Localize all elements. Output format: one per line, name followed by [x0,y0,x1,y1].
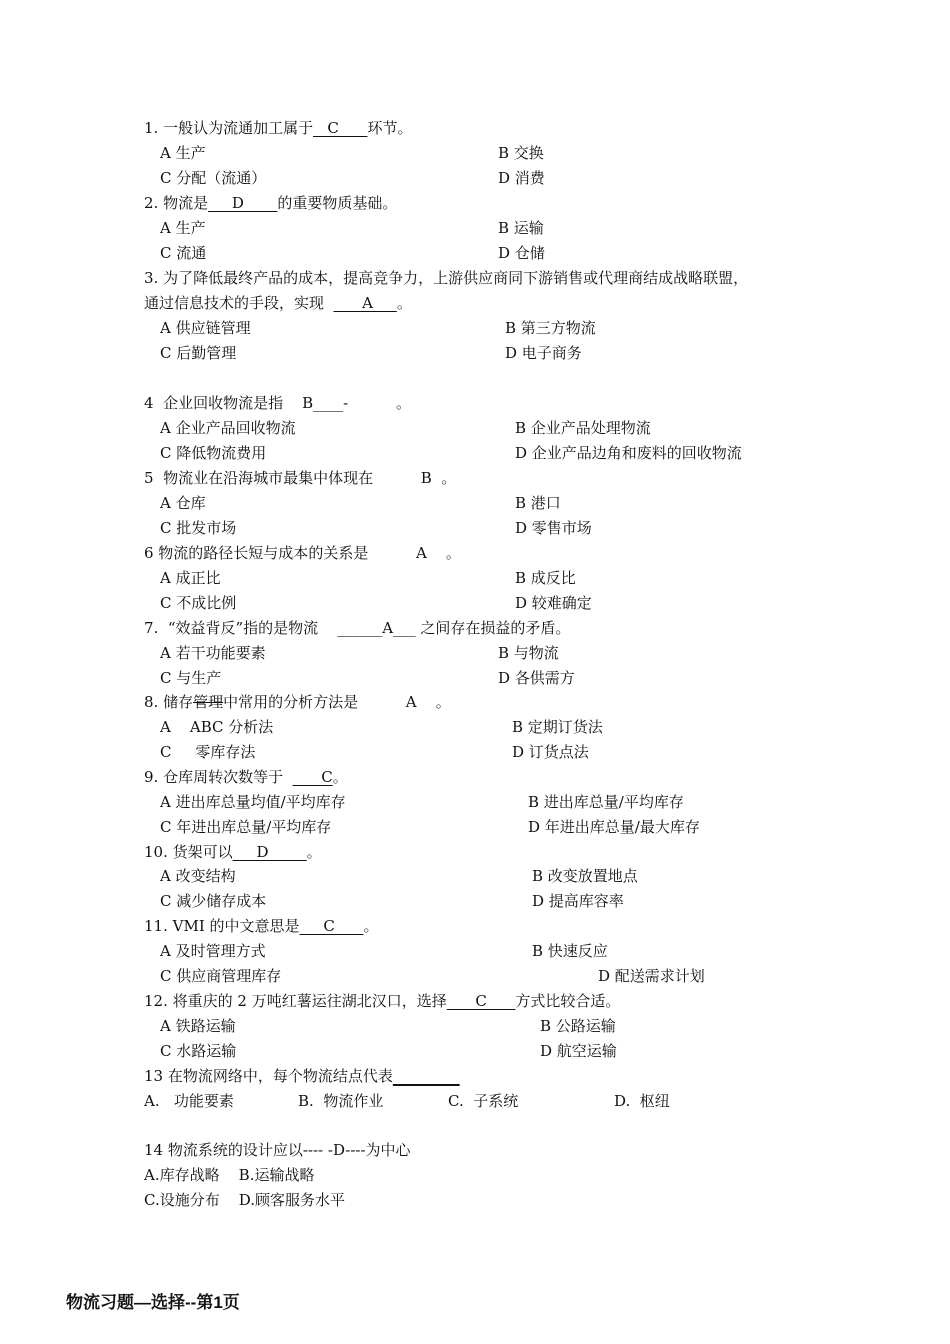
option-b: B 港口 [515,494,561,512]
option-c: C 不成比例 [160,594,237,612]
question-11: 11. VMI 的中文意思是 C 。 [144,917,379,935]
option-a: A. 功能要素 [144,1092,234,1110]
option-a: A 生产 [160,219,206,237]
option-b: B 改变放置地点 [532,867,638,885]
option-d: D 提高库容率 [532,892,624,910]
question-4: 4 企业回收物流是指 B____- 。 [144,394,411,412]
option-d: D 各供需方 [498,669,575,687]
option-a: A 企业产品回收物流 [160,419,296,437]
option-c: C 年进出库总量/平均库存 [160,818,332,836]
option-b: B 第三方物流 [505,319,596,337]
option-d: D 订货点法 [512,743,589,761]
question-13: 13 在物流网络中，每个物流结点代表 [144,1066,460,1086]
option-a: A 及时管理方式 [160,942,266,960]
option-c: C 降低物流费用 [160,444,267,462]
option-a: A 生产 [160,144,206,162]
question-3: 通过信息技术的手段，实现 A 。 [144,294,412,312]
question-1: 1. 一般认为流通加工属于 C 环节。 [144,119,413,137]
option-b: B 成反比 [515,569,576,587]
option-d: D 零售市场 [515,519,592,537]
option-b: B. 物流作业 [298,1092,384,1110]
question-5: 5 物流业在沿海城市最集中体现在 B 。 [144,469,457,487]
options-cd: C.设施分布 D.顾客服务水平 [144,1191,346,1209]
question-2: 2. 物流是 D 的重要物质基础。 [144,194,398,212]
option-c: C 流通 [160,244,207,262]
option-b: B 公路运输 [540,1017,616,1035]
option-b: B 企业产品处理物流 [515,419,651,437]
question-8: 8. 储存管理中常用的分析方法是 A 。 [144,693,451,711]
question-12: 12. 将重庆的 2 万吨红薯运往湖北汉口，选择 C 方式比较合适。 [144,992,621,1010]
option-d: D 消费 [498,169,545,187]
option-d: D 较难确定 [515,594,592,612]
answer-blank: C [446,992,516,1010]
option-d: D 配送需求计划 [598,967,705,985]
question-3-line-1: 3. 为了降低最终产品的成本，提高竞争力，上游供应商同下游销售或代理商结成战略联盟， [144,269,749,287]
option-b: B 运输 [498,219,544,237]
option-a: A 进出库总量均值/平均库存 [160,793,346,811]
answer-blank: A [416,544,427,562]
option-b: B 与物流 [498,644,559,662]
option-c: C 后勤管理 [160,344,237,362]
option-d: D 年进出库总量/最大库存 [528,818,700,836]
options-ab: A.库存战略 B.运输战略 [144,1166,315,1184]
option-c: C. 子系统 [448,1092,519,1110]
option-a: A 若干功能要素 [160,644,266,662]
answer-blank: C [292,768,333,786]
answer-blank: ______A___ [337,619,416,637]
option-b: B 快速反应 [532,942,608,960]
answer-blank: C [313,119,368,137]
option-a: A 铁路运输 [160,1017,236,1035]
question-6: 6 物流的路径长短与成本的关系是 A 。 [144,544,461,562]
option-d: D 电子商务 [505,344,582,362]
answer-blank: B [420,469,432,487]
answer-blank: D [232,843,307,861]
option-c: C 减少储存成本 [160,892,267,910]
option-a: A 改变结构 [160,867,236,885]
option-c: C 供应商管理库存 [160,967,282,985]
option-b: B 交换 [498,144,544,162]
option-d: D. 枢纽 [614,1092,670,1110]
option-b: B 进出库总量/平均库存 [528,793,684,811]
option-c: C 与生产 [160,669,222,687]
option-d: D 航空运输 [540,1042,617,1060]
option-c: C 水路运输 [160,1042,237,1060]
answer-blank: C [299,917,364,935]
struck-text: 管理 [193,693,224,711]
option-c: C 分配（流通） [160,169,267,187]
page-footer: 物流习题—选择--第1页 [66,1293,240,1312]
question-10: 10. 货架可以 D 。 [144,843,322,861]
answer-blank: D [208,194,278,212]
question-14: 14 物流系统的设计应以---- -D----为中心 [144,1141,411,1159]
answer-blank: B____- [292,394,349,412]
option-a: A 成正比 [160,569,221,587]
option-c: C 批发市场 [160,519,237,537]
answer-blank: A [405,693,417,711]
option-d: D 企业产品边角和废料的回收物流 [515,444,742,462]
question-7: 7. “效益背反”指的是物流 ______A___ 之间存在损益的矛盾。 [144,619,571,637]
option-d: D 仓储 [498,244,545,262]
answer-blank: A [333,294,397,312]
option-b: B 定期订货法 [512,718,603,736]
option-a: A ABC 分析法 [160,718,274,736]
option-c: C 零库存法 [160,743,256,761]
option-a: A 供应链管理 [160,319,251,337]
question-9: 9. 仓库周转次数等于 C。 [144,768,348,786]
option-a: A 仓库 [160,494,206,512]
answer-blank [393,1067,460,1085]
